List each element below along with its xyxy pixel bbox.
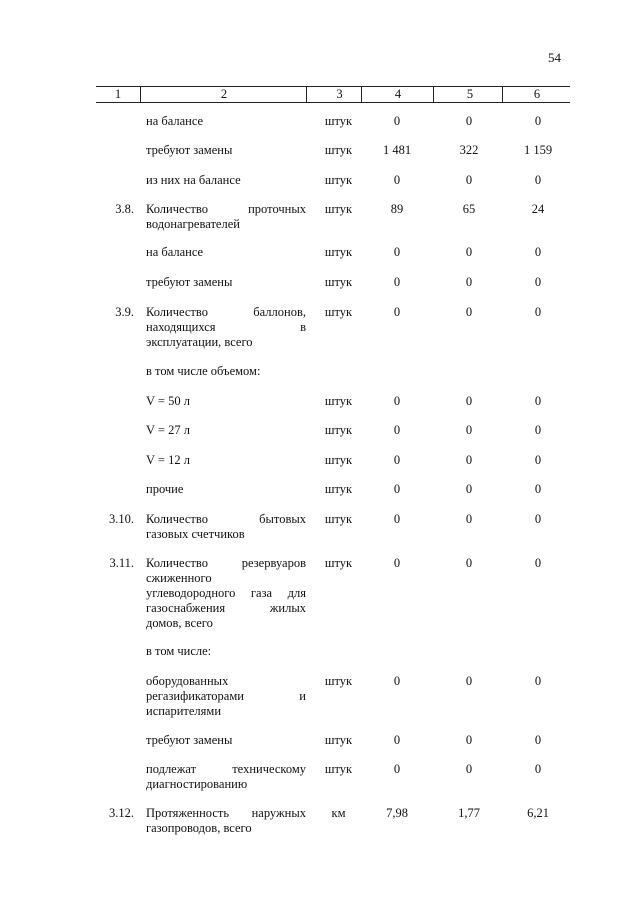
description-line: требуют замены [146,143,233,157]
row-description [146,482,306,497]
value-col-5: 0 [465,114,473,128]
value-col-4: 0 [393,482,401,496]
value-col-4: 0 [393,394,401,408]
value-col-5: 0 [465,245,473,259]
value-col-5: 0 [465,674,473,688]
value-col-5: 0 [465,394,473,408]
value-col-4: 0 [393,305,401,319]
value-col-5: 1,77 [458,806,480,820]
row-number: 3.9. [115,305,134,319]
value-col-4: 0 [393,423,401,437]
value-col-4: 1 481 [382,143,412,157]
row-description [146,644,306,659]
value-col-4: 89 [390,202,404,216]
row-description [146,305,306,350]
value-col-5: 0 [465,275,473,289]
header-col-5: 5 [433,87,506,102]
value-col-4: 7,98 [386,806,408,820]
description-line: на балансе [146,245,204,259]
value-col-4: 0 [393,556,401,570]
page-number: 54 [548,50,561,65]
description-line: V = 27 л [146,423,190,437]
value-col-4: 0 [393,275,401,289]
row-unit: штук [324,114,353,128]
description-line: домов, всего [146,616,213,630]
description-line: в том числе объемом: [146,364,261,378]
row-unit: штук [324,394,353,408]
row-unit: штук [324,453,353,467]
description-line: диагностированию [146,777,248,791]
row-unit: штук [324,173,353,187]
value-col-6: 6,21 [527,806,549,820]
description-line: Количество проточных [146,202,306,216]
row-unit: штук [324,512,353,526]
description-line: Протяженность наружных [146,806,306,820]
description-line: Количество баллонов, [146,305,306,319]
header-col-3: 3 [306,87,372,102]
value-col-6: 0 [534,114,542,128]
row-unit: штук [324,245,353,259]
description-line: Количество резервуаров [146,556,306,570]
row-description [146,275,306,290]
row-description [146,423,306,438]
value-col-6: 0 [534,275,542,289]
row-description [146,453,306,468]
value-col-6: 0 [534,482,542,496]
row-description [146,806,306,836]
description-line: находящихся в [146,320,306,334]
header-col-4: 4 [361,87,434,102]
value-col-6: 0 [534,453,542,467]
table-header [96,86,570,103]
row-unit: штук [324,423,353,437]
description-line: на балансе [146,114,204,128]
row-description [146,733,306,748]
row-unit: км [331,806,346,820]
row-unit: штук [324,305,353,319]
row-description [146,143,306,158]
description-line: испарителями [146,704,222,718]
description-line: из них на балансе [146,173,241,187]
value-col-6: 0 [534,394,542,408]
row-description [146,202,306,232]
row-description [146,762,306,792]
row-description [146,674,306,719]
row-description [146,512,306,542]
row-description [146,114,306,129]
value-col-6: 0 [534,762,542,776]
value-col-6: 0 [534,245,542,259]
description-line: требуют замены [146,275,233,289]
description-line: требуют замены [146,733,233,747]
row-unit: штук [324,143,353,157]
value-col-4: 0 [393,674,401,688]
row-description [146,173,306,188]
description-line: в том числе: [146,644,212,658]
description-line: подлежат техническому [146,762,306,776]
row-description [146,556,306,631]
description-line: газопроводов, всего [146,821,252,835]
description-line: газовых счетчиков [146,527,245,541]
row-number: 3.10. [109,512,134,526]
row-unit: штук [324,762,353,776]
description-line: водонагревателей [146,217,240,231]
value-col-5: 0 [465,173,473,187]
value-col-4: 0 [393,762,401,776]
value-col-6: 0 [534,173,542,187]
row-unit: штук [324,202,353,216]
description-line: V = 12 л [146,453,190,467]
description-line: сжиженного [146,571,212,585]
row-unit: штук [324,674,353,688]
row-unit: штук [324,733,353,747]
value-col-4: 0 [393,173,401,187]
row-description [146,245,306,260]
value-col-6: 1 159 [523,143,553,157]
value-col-6: 0 [534,423,542,437]
value-col-6: 0 [534,305,542,319]
row-unit: штук [324,482,353,496]
value-col-6: 0 [534,556,542,570]
value-col-4: 0 [393,453,401,467]
value-col-5: 65 [462,202,476,216]
description-line: углеводородного газа для [146,586,306,600]
row-number: 3.8. [115,202,134,216]
value-col-6: 0 [534,674,542,688]
value-col-6: 0 [534,733,542,747]
value-col-4: 0 [393,733,401,747]
value-col-5: 0 [465,512,473,526]
description-line: газоснабжения жилых [146,601,306,615]
value-col-4: 0 [393,512,401,526]
row-unit: штук [324,556,353,570]
header-col-6: 6 [502,87,571,102]
row-unit: штук [324,275,353,289]
row-description [146,394,306,409]
description-line: V = 50 л [146,394,190,408]
value-col-5: 0 [465,762,473,776]
value-col-4: 0 [393,114,401,128]
row-number: 3.12. [109,806,134,820]
description-line: прочие [146,482,184,496]
description-line: эксплуатации, всего [146,335,253,349]
description-line: Количество бытовых [146,512,306,526]
header-col-1: 1 [114,87,122,101]
value-col-5: 0 [465,482,473,496]
description-line: регазификаторами и [146,689,306,703]
value-col-5: 0 [465,305,473,319]
value-col-6: 24 [531,202,545,216]
header-col-2: 2 [140,87,307,102]
value-col-4: 0 [393,245,401,259]
value-col-6: 0 [534,512,542,526]
value-col-5: 0 [465,733,473,747]
value-col-5: 0 [465,556,473,570]
row-number: 3.11. [109,556,134,570]
value-col-5: 322 [459,143,479,157]
value-col-5: 0 [465,453,473,467]
description-line: оборудованных [146,674,229,688]
value-col-5: 0 [465,423,473,437]
row-description [146,364,306,379]
